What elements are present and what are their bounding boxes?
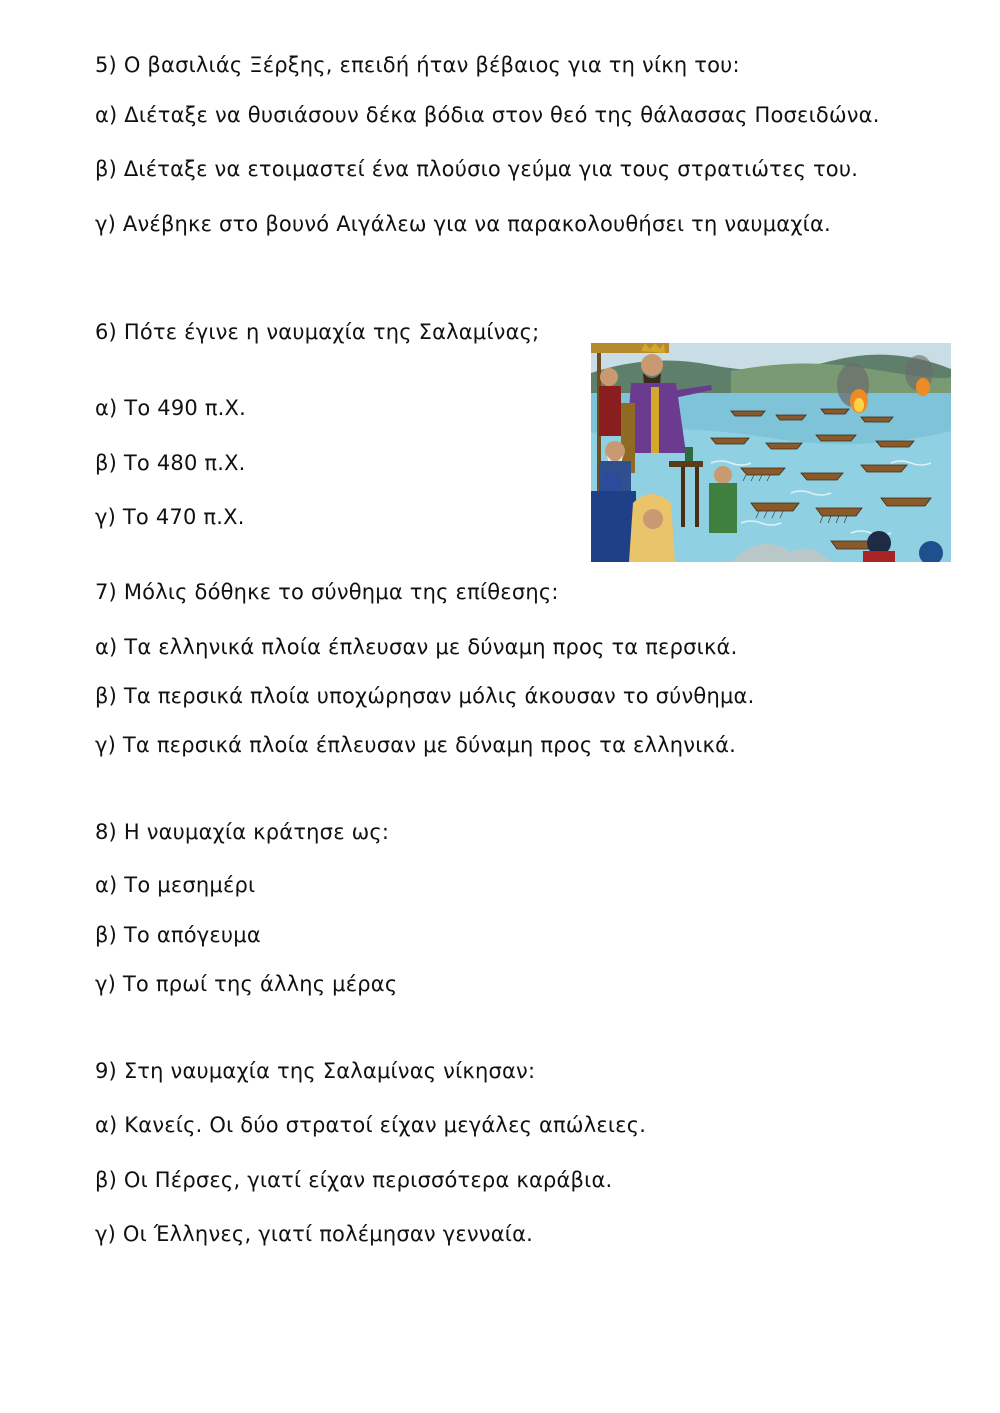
question-6-prompt: 6) Πότε έγινε η ναυμαχία της Σαλαμίνας; bbox=[95, 320, 540, 344]
question-9-option-b[interactable]: β) Οι Πέρσες, γιατί είχαν περισσότερα καράβια. bbox=[95, 1168, 613, 1192]
question-5-option-b[interactable]: β) Διέταξε να ετοιμαστεί ένα πλούσιο γεύμα για τους στρατιώτες του. bbox=[95, 157, 859, 181]
question-8-prompt: 8) Η ναυμαχία κράτησε ως: bbox=[95, 820, 390, 844]
question-6-option-b[interactable]: β) Το 480 π.Χ. bbox=[95, 451, 246, 475]
question-7-option-c[interactable]: γ) Τα περσικά πλοία έπλευσαν με δύναμη προς τα ελληνικά. bbox=[95, 733, 737, 757]
question-8-option-b[interactable]: β) Το απόγευμα bbox=[95, 923, 261, 947]
question-9-prompt: 9) Στη ναυμαχία της Σαλαμίνας νίκησαν: bbox=[95, 1059, 536, 1083]
question-5-option-c[interactable]: γ) Ανέβηκε στο βουνό Αιγάλεω για να παρακολουθήσει τη ναυμαχία. bbox=[95, 212, 831, 236]
question-5-option-a[interactable]: α) Διέταξε να θυσιάσουν δέκα βόδια στον θεό της θάλασσας Ποσειδώνα. bbox=[95, 103, 880, 127]
question-7-option-b[interactable]: β) Τα περσικά πλοία υποχώρησαν μόλις άκουσαν το σύνθημα. bbox=[95, 684, 755, 708]
question-8-option-a[interactable]: α) Το μεσημέρι bbox=[95, 873, 256, 897]
salamis-battle-illustration bbox=[591, 343, 951, 562]
question-5-prompt: 5) Ο βασιλιάς Ξέρξης, επειδή ήταν βέβαιος για τη νίκη του: bbox=[95, 53, 740, 77]
question-8-option-c[interactable]: γ) Το πρωί της άλλης μέρας bbox=[95, 972, 398, 996]
question-7-prompt: 7) Μόλις δόθηκε το σύνθημα της επίθεσης: bbox=[95, 580, 559, 604]
question-7-option-a[interactable]: α) Τα ελληνικά πλοία έπλευσαν με δύναμη προς τα περσικά. bbox=[95, 635, 738, 659]
question-9-option-c[interactable]: γ) Οι Έλληνες, γιατί πολέμησαν γενναία. bbox=[95, 1222, 534, 1246]
question-9-option-a[interactable]: α) Κανείς. Οι δύο στρατοί είχαν μεγάλες απώλειες. bbox=[95, 1113, 647, 1137]
question-6-option-c[interactable]: γ) Το 470 π.Χ. bbox=[95, 505, 245, 529]
question-6-option-a[interactable]: α) Το 490 π.Χ. bbox=[95, 396, 246, 420]
